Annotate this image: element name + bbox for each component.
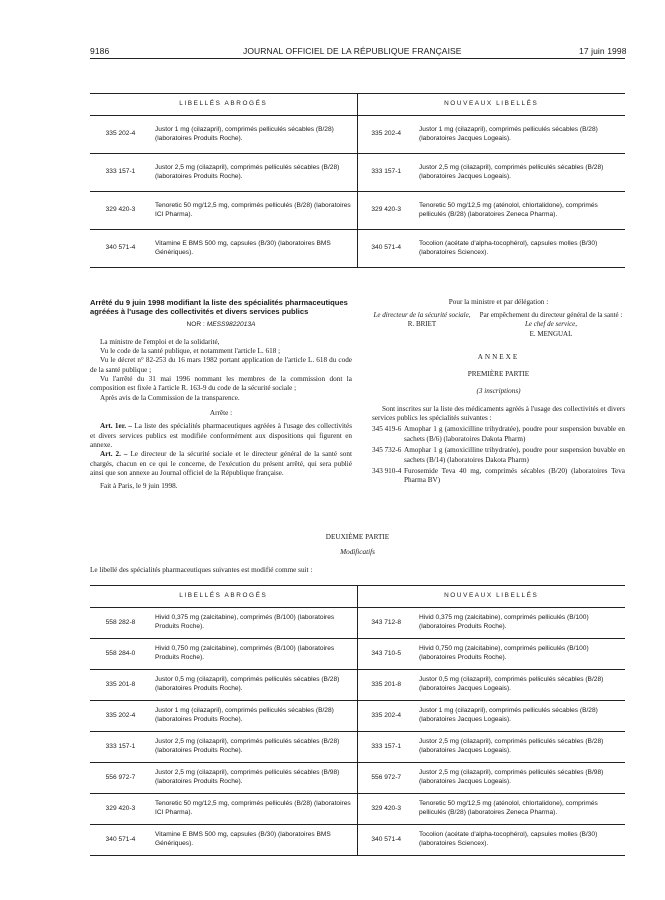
sig2-name: E. MENGUAL: [529, 329, 573, 338]
sig1-name: R. BRIET: [407, 320, 437, 329]
table-row: [90, 639, 625, 670]
inscriptions-list: [372, 425, 625, 485]
done-line: Fait à Paris, le 9 juin 1998.: [100, 481, 178, 490]
signatures: [372, 311, 625, 338]
table-row: [90, 763, 625, 794]
inscription-code: 345 732-6: [372, 446, 402, 455]
part2-sub: Modificatifs: [340, 548, 375, 556]
label-new: Tocolion (acétate d'alpha-tocophérol), capsules molles (B/30) (laboratoires Sciencex).: [415, 230, 625, 268]
visa-paragraph: Vu le décret n° 82-253 du 16 mars 1982 portant application de l'article L. 618 du code de la santé publique ;: [90, 356, 352, 374]
table-row: [90, 794, 625, 825]
label-new: Justor 2,5 mg (cilazapril), comprimés pelliculés sécables (B/98) (laboratoires Jacques Logeais).: [415, 763, 625, 794]
code-new: 335 202-4: [357, 701, 415, 732]
part2-title: DEUXIÈME PARTIE: [325, 533, 390, 541]
code-new: 343 712-8: [357, 608, 415, 639]
label-new: Tenoretic 50 mg/12,5 mg (aténolol, chlortalidone), comprimés pelliculés (B/28) (laboratoires Zeneca Pharma).: [415, 794, 625, 825]
label-old: Justor 1 mg (cilazapril), comprimés pelliculés sécables (B/28) (laboratoires Produits Roche).: [151, 701, 357, 732]
code-new: 343 710-5: [357, 639, 415, 670]
header-rule: [90, 58, 625, 59]
code-old: 329 420-3: [90, 794, 151, 825]
label-old: Vitamine E BMS 500 mg, capsules (B/30) (laboratoires BMS Génériques).: [151, 230, 357, 268]
code-new: 329 420-3: [357, 192, 415, 230]
label-new: Justor 2,5 mg (cilazapril), comprimés pelliculés sécables (B/28) (laboratoires Jacques Logeais).: [415, 732, 625, 763]
code-old: 329 420-3: [90, 192, 151, 230]
arrete-title: Arrêté du 9 juin 1998 modifiant la liste des spécialités pharmaceutiques agréées à l'usage des collectivités et divers services publics: [90, 298, 348, 317]
label-old: Justor 0,5 mg (cilazapril), comprimés pelliculés sécables (B/28) (laboratoires Produits Roche).: [151, 670, 357, 701]
label-new: Justor 0,5 mg (cilazapril), comprimés pelliculés sécables (B/28) (laboratoires Jacques Logeais).: [415, 670, 625, 701]
code-old: 558 282-8: [90, 608, 151, 639]
label-old: Justor 2,5 mg (cilazapril), comprimés pelliculés sécables (B/28) (laboratoires Produits Roche).: [151, 154, 357, 192]
label-old: Justor 2,5 mg (cilazapril), comprimés pelliculés sécables (B/28) (laboratoires Produits Roche).: [151, 732, 357, 763]
part1-title: PREMIÈRE PARTIE: [467, 370, 530, 378]
col-header-abroges: LIBELLÉS ABROGÉS: [90, 586, 357, 608]
code-old: 335 202-4: [90, 116, 151, 154]
code-old: 335 201-8: [90, 670, 151, 701]
code-old: 340 571-4: [90, 825, 151, 856]
label-old: Tenoretic 50 mg/12,5 mg, comprimés pelliculés (B/28) (laboratoires ICI Pharma).: [151, 192, 357, 230]
issue-date: 17 juin 1998: [579, 46, 627, 56]
code-old: 333 157-1: [90, 732, 151, 763]
signature-annexe-column: [372, 298, 625, 486]
inscription-code: 345 419-6: [372, 425, 402, 434]
code-new: 340 571-4: [357, 825, 415, 856]
art2-label: Art. 2. –: [100, 450, 128, 459]
code-old: 340 571-4: [90, 230, 151, 268]
code-old: 558 284-0: [90, 639, 151, 670]
code-old: 333 157-1: [90, 154, 151, 192]
nor-line: [90, 321, 352, 330]
col-header-nouveaux: NOUVEAUX LIBELLÉS: [357, 94, 625, 116]
label-old: Justor 1 mg (cilazapril), comprimés pelliculés sécables (B/28) (laboratoires Produits Roche).: [151, 116, 357, 154]
code-new: 333 157-1: [357, 154, 415, 192]
label-old: Justor 2,5 mg (cilazapril), comprimés pelliculés sécables (B/98) (laboratoires Produits Roche).: [151, 763, 357, 794]
inscription-text: Furosemide Teva 40 mg, comprimés sécables (B/20) (laboratoires Teva Pharma BV): [404, 466, 625, 485]
art2-text: Le directeur de la sécurité sociale et le directeur général de la santé sont chargés, chacun en ce qui le concerne, de l'exécution du présent arrêté, qui sera publié ainsi que son annexe au Journal officiel de la République française.: [90, 450, 352, 478]
table-row: [90, 154, 625, 192]
arrete-visas: [90, 338, 352, 404]
table-top: [90, 93, 625, 268]
col-header-abroges: LIBELLÉS ABROGÉS: [90, 94, 357, 116]
code-new: 335 202-4: [357, 116, 415, 154]
sig1-role: Le directeur de la sécurité sociale,: [373, 311, 471, 320]
label-old: Vitamine E BMS 500 mg, capsules (B/30) (laboratoires BMS Génériques).: [151, 825, 357, 856]
sig2-line1: Par empêchement du directeur général de la santé :: [479, 311, 623, 320]
article-2: [90, 450, 352, 478]
table-row: [90, 116, 625, 154]
page-number: 9186: [90, 46, 110, 56]
article-1: [90, 422, 352, 450]
art1-text: La liste des spécialités pharmaceutiques agréées à l'usage des collectivités et divers services publics est modifiée conformément aux dispositions qui figurent en annexe.: [90, 422, 352, 450]
label-old: Hivid 0,375 mg (zalcitabine), comprimés (B/100) (laboratoires Produits Roche).: [151, 608, 357, 639]
table-row: [90, 670, 625, 701]
nor-code: MESS9822013A: [206, 320, 256, 328]
code-new: 333 157-1: [357, 732, 415, 763]
table-row: [90, 230, 625, 268]
visa-paragraph: Vu le code de la santé publique, et notamment l'article L. 618 ;: [100, 346, 281, 355]
inscription-text: Amophar 1 g (amoxicilline trihydratée), poudre pour suspension buvable en sachets (B/14) (laboratoires Dakota Pharm): [404, 446, 625, 464]
signature-1: [372, 311, 472, 338]
part1-sub: (3 inscriptions): [476, 387, 521, 396]
table-row: [90, 192, 625, 230]
nor-label: NOR :: [186, 320, 205, 328]
table-row: [90, 608, 625, 639]
inscription-item: [372, 467, 625, 486]
table-row: [90, 732, 625, 763]
code-new: 340 571-4: [357, 230, 415, 268]
label-new: Tenoretic 50 mg/12,5 mg (aténolol, chlortalidone), comprimés pelliculés (B/28) (laboratoires Zeneca Pharma).: [415, 192, 625, 230]
inscription-text: Amophar 1 g (amoxicilline trihydratée), poudre pour suspension buvable en sachets (B/6) (laboratoires Dakota Pharm): [404, 425, 625, 443]
visa-paragraph: La ministre de l'emploi et de la solidarité,: [100, 337, 220, 346]
inscription-code: 343 910-4: [372, 466, 402, 475]
code-old: 335 202-4: [90, 701, 151, 732]
code-new: 329 420-3: [357, 794, 415, 825]
code-new: 556 972-7: [357, 763, 415, 794]
visa-paragraph: Après avis de la Commission de la transparence.: [100, 393, 240, 402]
label-new: Justor 1 mg (cilazapril), comprimés pelliculés sécables (B/28) (laboratoires Jacques Logeais).: [415, 701, 625, 732]
table-row: [90, 701, 625, 732]
label-new: Justor 2,5 mg (cilazapril), comprimés pelliculés sécables (B/28) (laboratoires Jacques Logeais).: [415, 154, 625, 192]
sig2-role: Le chef de service,: [524, 320, 578, 329]
label-old: Hivid 0,750 mg (zalcitabine), comprimés (B/100) (laboratoires Produits Roche).: [151, 639, 357, 670]
label-new: Justor 1 mg (cilazapril), comprimés pelliculés sécables (B/28) (laboratoires Jacques Logeais).: [415, 116, 625, 154]
art1-label: Art. 1er. –: [100, 422, 132, 431]
inscription-item: [372, 446, 625, 465]
label-old: Tenoretic 50 mg/12,5 mg, comprimés pelliculés (B/28) (laboratoires ICI Pharma).: [151, 794, 357, 825]
table-bottom: [90, 585, 625, 856]
inscription-item: [372, 425, 625, 444]
label-new: Hivid 0,375 mg (zalcitabine), comprimés pelliculés (B/100) (laboratoires Produits Roche).: [415, 608, 625, 639]
label-new: Tocolion (acétate d'alpha-tocophérol), capsules molles (B/30) (laboratoires Sciencex).: [415, 825, 625, 856]
visa-paragraph: Vu l'arrêté du 31 mai 1996 nommant les membres de la commission dont la composition est fixée à l'article R. 163-9 du code de la sécurité sociale ;: [90, 374, 352, 393]
annexe-title: ANNEXE: [477, 352, 520, 361]
delegation-line: Pour la ministre et par délégation :: [448, 298, 549, 306]
code-old: 556 972-7: [90, 763, 151, 794]
journal-title: JOURNAL OFFICIEL DE LA RÉPUBLIQUE FRANÇAISE: [243, 46, 462, 56]
arrete-word: Arrête :: [209, 409, 233, 418]
table-row: [90, 825, 625, 856]
signature-2: [477, 311, 625, 338]
col-header-nouveaux: NOUVEAUX LIBELLÉS: [357, 586, 625, 608]
part1-intro: Sont inscrites sur la liste des médicaments agréés à l'usage des collectivités et divers services publics les spécialités suivantes :: [372, 404, 625, 423]
code-new: 335 201-8: [357, 670, 415, 701]
label-new: Hivid 0,750 mg (zalcitabine), comprimés pelliculés (B/100) (laboratoires Produits Roche).: [415, 639, 625, 670]
part2-intro: Le libellé des spécialités pharmaceutiques suivantes est modifié comme suit :: [90, 566, 313, 574]
arrete-column: [90, 298, 352, 491]
